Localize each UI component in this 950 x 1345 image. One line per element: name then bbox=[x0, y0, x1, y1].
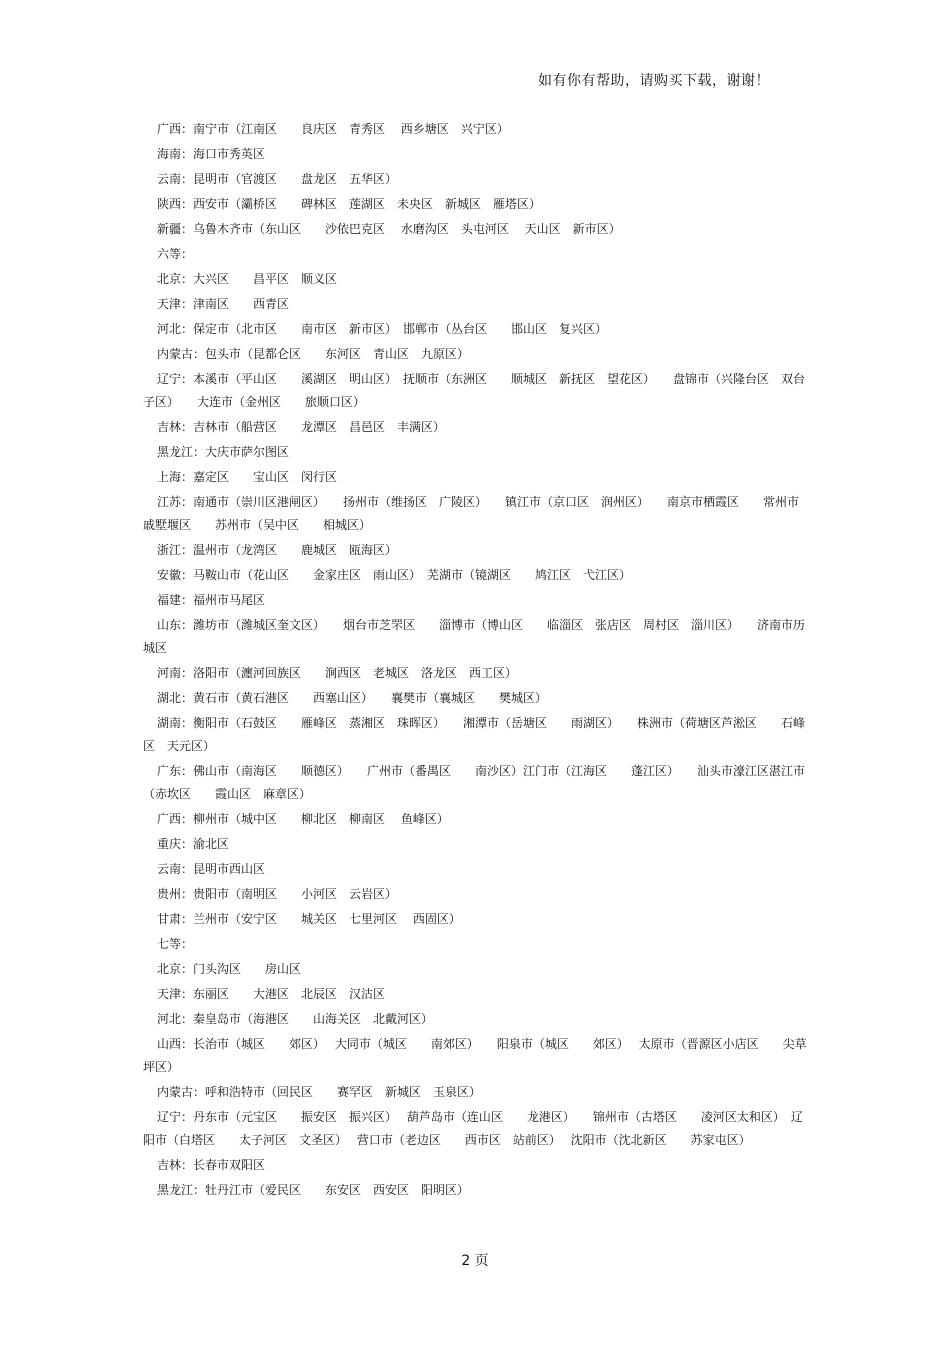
section-heading: 七等： bbox=[157, 937, 194, 951]
page-number: 2 页 bbox=[461, 1253, 489, 1269]
list-line: 湖北：黄石市（黄石港区 西塞山区） 襄樊市（襄城区 樊城区） bbox=[157, 691, 548, 705]
list-line: 河北：秦皇岛市（海港区 山海关区 北戴河区） bbox=[157, 1012, 434, 1026]
list-line: 内蒙古：包头市（昆都仑区 东河区 青山区 九原区） bbox=[157, 347, 470, 361]
list-line: 云南：昆明市西山区 bbox=[157, 862, 266, 876]
list-line: 内蒙古：呼和浩特市（回民区 赛罕区 新城区 玉泉区） bbox=[157, 1085, 482, 1099]
list-line: 广西：南宁市（江南区 良庆区 青秀区 西乡塘区 兴宁区） bbox=[157, 122, 509, 136]
section-heading: 六等： bbox=[157, 247, 194, 261]
list-line: 安徽：马鞍山市（花山区 金家庄区 雨山区） 芜湖市（镜湖区 鸠江区 弋江区） bbox=[157, 568, 632, 582]
list-line: 贵州：贵阳市（南明区 小河区 云岩区） bbox=[157, 887, 398, 901]
list-line: 吉林：长春市双阳区 bbox=[157, 1158, 266, 1172]
list-line: 山西：长治市（城区 郊区） 大同市（城区 南郊区） 阳泉市（城区 郊区） 太原市（晋源区小店区 尖草坪区） bbox=[143, 1037, 807, 1074]
list-line: 河南：洛阳市（瀍河回族区 涧西区 老城区 洛龙区 西工区） bbox=[157, 666, 518, 680]
list-line: 江苏：南通市（崇川区港闸区） 扬州市（维扬区 广陵区） 镇江市（京口区 润州区） 南京市栖霞区 常州市戚墅堰区 苏州市（吴中区 相城区） bbox=[143, 495, 800, 532]
list-line: 广东：佛山市（南海区 顺德区） 广州市（番禺区 南沙区）江门市（江海区 蓬江区） 汕头市濠江区湛江市（赤坎区 霞山区 麻章区） bbox=[143, 764, 806, 801]
list-line: 湖南：衡阳市（石鼓区 雁峰区 蒸湘区 珠晖区） 湘潭市（岳塘区 雨湖区） 株洲市（荷塘区芦淞区 石峰区 天元区） bbox=[143, 716, 806, 753]
list-line: 河北：保定市（北市区 南市区 新市区） 邯郸市（丛台区 邯山区 复兴区） bbox=[157, 322, 608, 336]
list-line: 天津：津南区 西青区 bbox=[157, 297, 290, 311]
list-line: 广西：柳州市（城中区 柳北区 柳南区 鱼峰区） bbox=[157, 812, 449, 826]
list-line: 北京：门头沟区 房山区 bbox=[157, 962, 302, 976]
list-line: 甘肃：兰州市（安宁区 城关区 七里河区 西固区） bbox=[157, 912, 461, 926]
list-line: 黑龙江：大庆市萨尔图区 bbox=[157, 445, 290, 459]
list-line: 天津：东丽区 大港区 北辰区 汉沽区 bbox=[157, 987, 386, 1001]
list-line: 福建：福州市马尾区 bbox=[157, 593, 266, 607]
list-line: 浙江：温州市（龙湾区 鹿城区 瓯海区） bbox=[157, 543, 398, 557]
list-line: 新疆：乌鲁木齐市（东山区 沙依巴克区 水磨沟区 头屯河区 天山区 新市区） bbox=[157, 222, 621, 236]
list-line: 云南：昆明市（官渡区 盘龙区 五华区） bbox=[157, 172, 398, 186]
list-line: 海南：海口市秀英区 bbox=[157, 147, 266, 161]
list-line: 吉林：吉林市（船营区 龙潭区 昌邑区 丰满区） bbox=[157, 420, 446, 434]
header-note: 如有你有帮助，请购买下载，谢谢！ bbox=[538, 73, 770, 89]
list-line: 北京：大兴区 昌平区 顺义区 bbox=[157, 272, 338, 286]
list-line: 重庆：渝北区 bbox=[157, 837, 230, 851]
list-line: 上海：嘉定区 宝山区 闵行区 bbox=[157, 470, 338, 484]
district-list bbox=[143, 118, 808, 1204]
list-line: 陕西：西安市（灞桥区 碑林区 莲湖区 未央区 新城区 雁塔区） bbox=[157, 197, 542, 211]
list-line: 辽宁：本溪市（平山区 溪湖区 明山区） 抚顺市（东洲区 顺城区 新抚区 望花区） 盘锦市（兴隆台区 双台子区） 大连市（金州区 旅顺口区） bbox=[143, 372, 806, 409]
list-line: 山东：潍坊市（潍城区奎文区） 烟台市芝罘区 淄博市（博山区 临淄区 张店区 周村区 淄川区） 济南市历城区 bbox=[143, 618, 806, 655]
list-line: 辽宁：丹东市（元宝区 振安区 振兴区） 葫芦岛市（连山区 龙港区） 锦州市（古塔区 凌河区太和区） 辽阳市（白塔区 太子河区 文圣区） 营口市（老边区 西市区 站前区） 沈阳市（沈北新区 苏家屯区） bbox=[143, 1110, 803, 1147]
list-line: 黑龙江：牡丹江市（爱民区 东安区 西安区 阳明区） bbox=[157, 1183, 470, 1197]
